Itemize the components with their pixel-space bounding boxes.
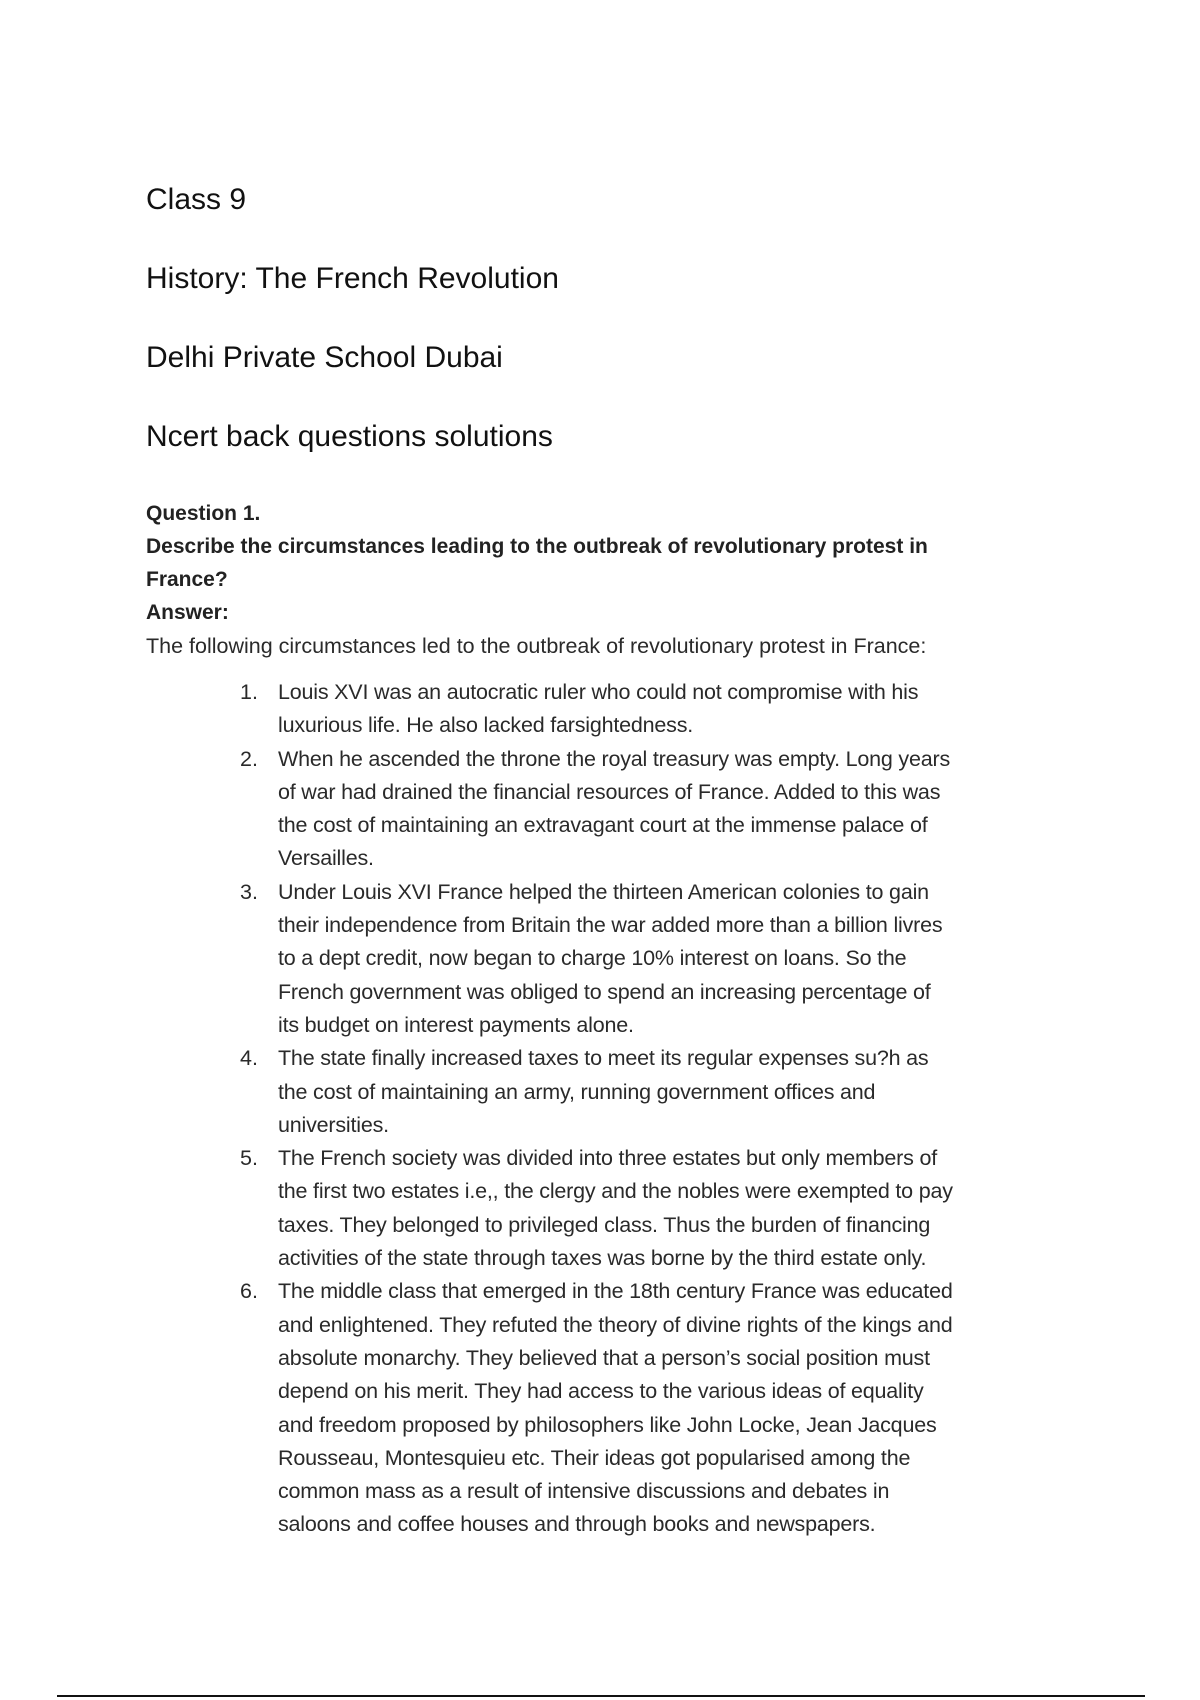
list-item (240, 876, 953, 1042)
list-item-line: and enlightened. They refuted the theory of divine rights of the kings and (278, 1312, 953, 1337)
list-item-text (278, 743, 950, 876)
list-item-line: to a dept credit, now began to charge 10% interest on loans. So the (278, 946, 907, 971)
school-heading: Delhi Private School Dubai (146, 341, 503, 374)
list-item-line: Under Louis XVI France helped the thirteen American colonies to gain (278, 879, 929, 904)
question-text-line-2: France? (146, 568, 228, 591)
list-item-line: the cost of maintaining an extravagant court at the immense palace of (278, 813, 928, 838)
list-item-line: absolute monarchy. They believed that a person’s social position must (278, 1345, 930, 1370)
question-label: Question 1. (146, 502, 261, 525)
list-item-text (278, 676, 918, 743)
list-item-line: depend on his merit. They had access to the various ideas of equality (278, 1379, 924, 1404)
list-item-line: universities. (278, 1112, 389, 1137)
class-heading: Class 9 (146, 183, 247, 216)
answer-list (240, 676, 953, 1542)
document-type-heading: Ncert back questions solutions (146, 420, 553, 453)
list-item (240, 676, 953, 743)
list-item-line: common mass as a result of intensive discussions and debates in (278, 1479, 890, 1504)
subject-heading: History: The French Revolution (146, 262, 559, 295)
list-item-line: Louis XVI was an autocratic ruler who could not compromise with his (278, 680, 919, 704)
list-item-line: its budget on interest payments alone. (278, 1012, 634, 1037)
answer-intro: The following circumstances led to the outbreak of revolutionary protest in France: (146, 634, 927, 658)
list-item (240, 743, 953, 876)
list-item-line: The middle class that emerged in the 18th century France was educated (278, 1279, 953, 1304)
list-item (240, 1042, 953, 1142)
list-item-line: The state finally increased taxes to meet its regular expenses su?h as (278, 1046, 929, 1071)
list-item-line: their independence from Britain the war added more than a billion livres (278, 913, 943, 938)
list-item-line: taxes. They belonged to privileged class. Thus the burden of financing (278, 1212, 931, 1237)
list-item (240, 1142, 953, 1275)
list-item-text (278, 1142, 953, 1275)
list-item-line: and freedom proposed by philosophers like John Locke, Jean Jacques (278, 1412, 937, 1437)
list-item-number: 5. (240, 1146, 258, 1171)
list-item-number: 1. (240, 680, 258, 704)
list-item-line: Rousseau, Montesquieu etc. Their ideas got popularised among the (278, 1445, 911, 1470)
list-item-number: 6. (240, 1279, 258, 1304)
list-item-number: 2. (240, 746, 258, 771)
list-item-line: The French society was divided into three estates but only members of (278, 1146, 937, 1171)
answer-label: Answer: (146, 601, 229, 624)
list-item-text (278, 876, 942, 1042)
list-item-line: the first two estates i.e,, the clergy and the nobles were exempted to pay (278, 1179, 953, 1204)
list-item-line: the cost of maintaining an army, running government offices and (278, 1079, 876, 1104)
list-item-line: saloons and coffee houses and through books and newspapers. (278, 1512, 876, 1537)
list-item-number: 4. (240, 1046, 258, 1071)
list-item-line: When he ascended the throne the royal treasury was empty. Long years (278, 746, 950, 771)
list-item-number: 3. (240, 879, 258, 904)
list-item-line: activities of the state through taxes was borne by the third estate only. (278, 1246, 927, 1271)
list-item-line: luxurious life. He also lacked farsightedness. (278, 713, 694, 738)
list-item-line: Versailles. (278, 846, 374, 871)
list-item-text (278, 1042, 928, 1142)
page-divider (57, 1695, 1145, 1697)
list-item-text (278, 1275, 953, 1541)
list-item (240, 1275, 953, 1541)
list-item-line: French government was obliged to spend an increasing percentage of (278, 979, 931, 1004)
question-text-line-1: Describe the circumstances leading to the outbreak of revolutionary protest in (146, 535, 928, 558)
list-item-line: of war had drained the financial resources of France. Added to this was (278, 779, 941, 804)
